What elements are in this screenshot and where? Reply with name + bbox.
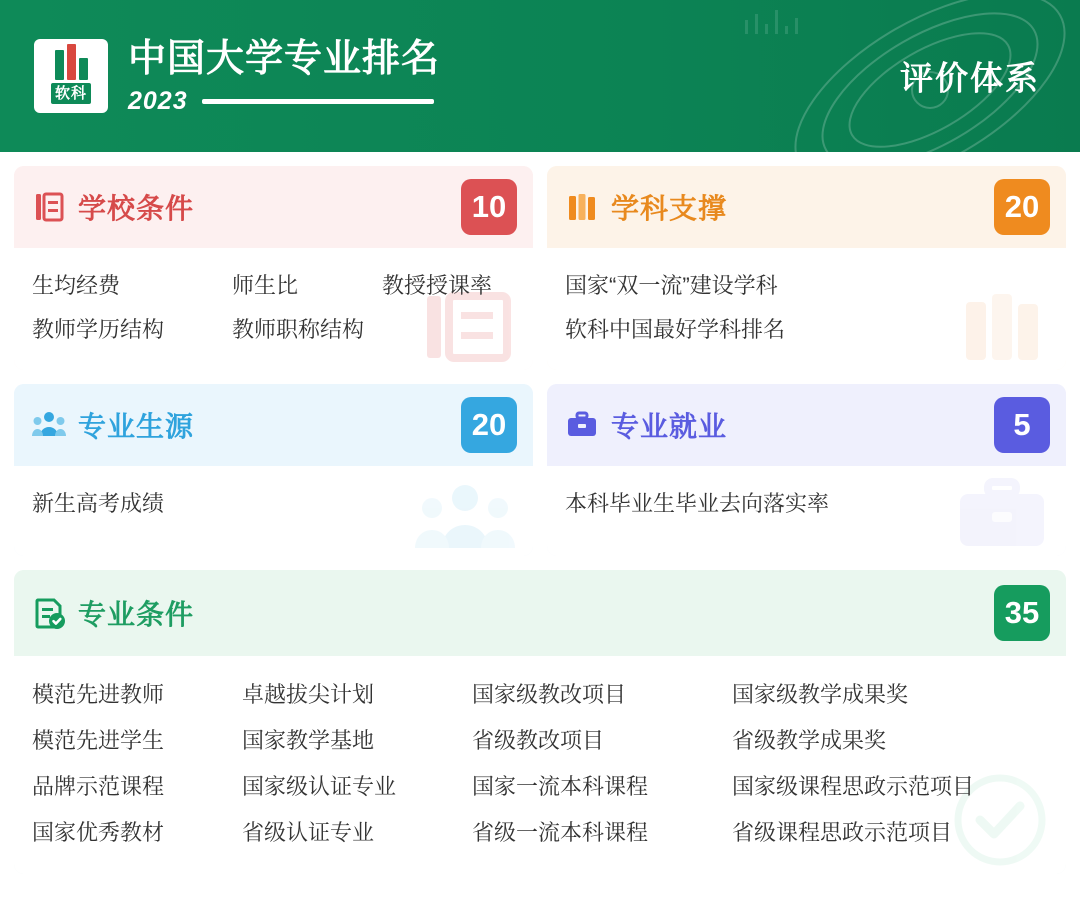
list-item: 本科毕业生毕业去向落实率 <box>565 491 830 516</box>
criteria-row-3 <box>14 570 1066 874</box>
list-item: 省级认证专业 <box>242 820 375 845</box>
briefcase-icon <box>565 408 599 442</box>
school-book-icon <box>32 190 66 224</box>
list-item: 省级教改项目 <box>472 728 605 753</box>
card-header <box>547 384 1066 466</box>
list-item: 软科中国最好学科排名 <box>565 317 786 342</box>
list-item: 新生高考成绩 <box>32 491 165 516</box>
list-item: 模范先进学生 <box>32 728 165 753</box>
card-body <box>14 656 1066 874</box>
card-header <box>14 570 1066 656</box>
card-discipline-support <box>547 166 1066 370</box>
card-major-conditions <box>14 570 1066 874</box>
list-item: 省级课程思政示范项目 <box>732 820 953 845</box>
criteria-board <box>0 152 1080 898</box>
card-title: 专业生源 <box>78 411 195 442</box>
list-item: 国家教学基地 <box>242 728 375 753</box>
list-item: 模范先进教师 <box>32 682 165 707</box>
list-item: 国家级课程思政示范项目 <box>732 774 975 799</box>
criteria-items <box>32 672 1048 856</box>
logo-bars-icon <box>55 44 88 80</box>
list-item: 国家优秀教材 <box>32 820 165 845</box>
people-group-icon <box>32 408 66 442</box>
books-icon <box>565 190 599 224</box>
card-header <box>14 384 533 466</box>
card-score: 20 <box>994 179 1050 235</box>
year-row <box>128 87 440 116</box>
card-score: 20 <box>461 397 517 453</box>
card-score: 10 <box>461 179 517 235</box>
list-item: 卓越拔尖计划 <box>242 682 375 707</box>
list-item: 国家一流本科课程 <box>472 774 649 799</box>
year-divider <box>202 99 434 104</box>
list-item: 国家级认证专业 <box>242 774 397 799</box>
ruanke-logo <box>34 39 108 113</box>
page-title: 中国大学专业排名 <box>128 37 441 80</box>
page-header <box>0 0 1080 152</box>
list-item: 国家“双一流”建设学科 <box>565 273 778 298</box>
card-header <box>547 166 1066 248</box>
card-body <box>547 466 1066 556</box>
card-school-conditions <box>14 166 533 370</box>
card-title: 专业就业 <box>611 411 728 442</box>
card-body <box>14 248 533 370</box>
list-item: 教师职称结构 <box>232 317 365 342</box>
logo-label: 软科 <box>51 83 91 104</box>
list-item: 教师学历结构 <box>32 317 165 342</box>
criteria-items <box>565 264 1048 352</box>
card-employment <box>547 384 1066 556</box>
header-right-label: 评价体系 <box>900 59 1040 97</box>
title-block <box>128 37 440 116</box>
criteria-row-2 <box>14 384 1066 556</box>
card-title: 学科支撑 <box>611 193 728 224</box>
list-item: 品牌示范课程 <box>32 774 165 799</box>
criteria-items <box>565 482 1048 526</box>
card-body <box>547 248 1066 370</box>
card-title: 专业条件 <box>78 599 195 630</box>
list-item: 省级一流本科课程 <box>472 820 649 845</box>
card-student-source <box>14 384 533 556</box>
list-item: 国家级教改项目 <box>472 682 627 707</box>
criteria-items <box>32 482 515 526</box>
card-header <box>14 166 533 248</box>
criteria-row-1 <box>14 166 1066 370</box>
list-item: 国家级教学成果奖 <box>732 682 909 707</box>
year-label: 2023 <box>128 86 188 115</box>
list-item: 省级教学成果奖 <box>732 728 887 753</box>
card-score: 5 <box>994 397 1050 453</box>
list-item: 生均经费 <box>32 273 121 298</box>
list-item: 教授授课率 <box>382 273 493 298</box>
card-title: 学校条件 <box>78 193 195 224</box>
card-score: 35 <box>994 585 1050 641</box>
list-item: 师生比 <box>232 273 299 298</box>
criteria-items <box>32 264 515 352</box>
checklist-icon <box>32 596 66 630</box>
card-body <box>14 466 533 556</box>
